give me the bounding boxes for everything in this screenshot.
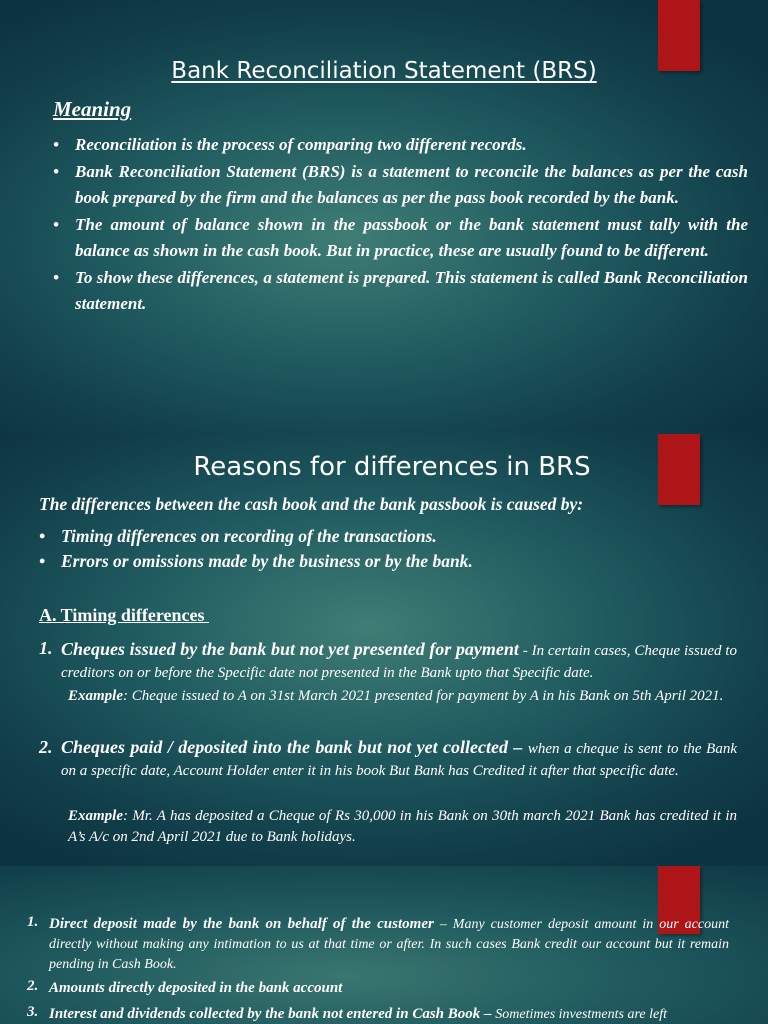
example-body: : Mr. A has deposited a Cheque of Rs 30,000 in his Bank on 30th march 2021 Bank has credited it in A’s A/c on 2nd April 2021 due to Bank holidays.: [68, 808, 737, 845]
item-description: Many customer deposit amount in our account directly without making any intimation to us at that time or after. In such cases Bank credit our account but it remain pending in Cash Book.: [49, 917, 729, 972]
item-heading: Interest and dividends collected by the bank not entered in Cash Book: [49, 1006, 481, 1022]
item-heading: Direct deposit made by the bank on behalf of the customer: [49, 916, 434, 932]
item-text: [49, 914, 729, 974]
bullet-icon: •: [53, 267, 59, 287]
slide-direct-deposits: [0, 866, 768, 1024]
meaning-bullet-list: [53, 132, 748, 318]
item-separator: –: [433, 917, 453, 932]
bullet-icon: •: [39, 526, 46, 546]
item-heading: Amounts directly deposited in the bank account: [49, 980, 343, 996]
item-separator: –: [508, 737, 528, 757]
slide-title: Bank Reconciliation Statement (BRS): [171, 58, 597, 84]
list-item: [39, 549, 741, 574]
bullet-text: Reconciliation is the process of comparing two different records.: [75, 135, 527, 154]
item-heading: Cheques issued by the bank but not yet presented for payment: [61, 639, 519, 659]
item-separator: –: [480, 1006, 496, 1022]
item-number: 1.: [39, 638, 53, 658]
item-number: 2.: [27, 978, 39, 994]
bullet-text: To show these differences, a statement is prepared. This statement is called Bank Reconciliation statement.: [75, 267, 748, 313]
bullet-icon: •: [39, 551, 46, 571]
bullet-text: The amount of balance shown in the passbook or the bank statement must tally with the balance as shown in the cash book. But in practice, these are usually found to be different.: [75, 214, 748, 260]
reasons-bullet-list: [39, 524, 741, 574]
bullet-text: Errors or omissions made by the business or by the bank.: [61, 551, 473, 571]
item-number: 1.: [27, 914, 39, 930]
bullet-icon: •: [53, 161, 59, 181]
item-text: [61, 638, 737, 684]
list-item: [53, 132, 748, 159]
list-item: [53, 159, 748, 212]
item-number: 2.: [39, 737, 53, 757]
bullet-text: Bank Reconciliation Statement (BRS) is a statement to reconcile the balances as per the cash book prepared by the firm and the balances as per the pass book recorded by the bank.: [75, 161, 748, 207]
meaning-heading: Meaning: [53, 97, 132, 121]
bullet-text: Timing differences on recording of the transactions.: [61, 526, 437, 546]
example-label: Example: [68, 688, 123, 704]
item-text: [61, 737, 737, 782]
section-heading: A. Timing differences: [39, 605, 209, 625]
list-item: [39, 524, 741, 549]
item-number: 3.: [27, 1004, 39, 1020]
list-item: [53, 265, 748, 318]
item-heading: Cheques paid / deposited into the bank but not yet collected: [61, 737, 508, 757]
bullet-icon: •: [53, 214, 59, 234]
item-description: when a cheque is sent to the Bank on a specific date, Account Holder enter it in his book But Bank has Credited it after that specific date.: [61, 741, 737, 779]
list-item: [53, 212, 748, 265]
example-body: : Cheque issued to A on 31st March 2021 presented for payment by A in his Bank on 5th April 2021.: [123, 688, 724, 704]
slide-reasons: [0, 432, 768, 866]
bullet-icon: •: [53, 135, 59, 154]
intro-text: The differences between the cash book and the bank passbook is caused by:: [39, 494, 584, 514]
slide-title: Reasons for differences in BRS: [193, 452, 591, 482]
item-description: Sometimes investments are left: [495, 1007, 667, 1022]
example-text: [68, 806, 737, 848]
slide-meaning: [0, 0, 768, 432]
item-description: In certain cases, Cheque issued to creditors on or before the Specific date not presented in the Bank upto that Specific date.: [61, 643, 738, 681]
item-text: [49, 978, 729, 998]
example-text: [68, 686, 737, 707]
item-text: [49, 1004, 729, 1024]
item-separator: -: [518, 643, 532, 659]
example-label: Example: [68, 808, 123, 824]
